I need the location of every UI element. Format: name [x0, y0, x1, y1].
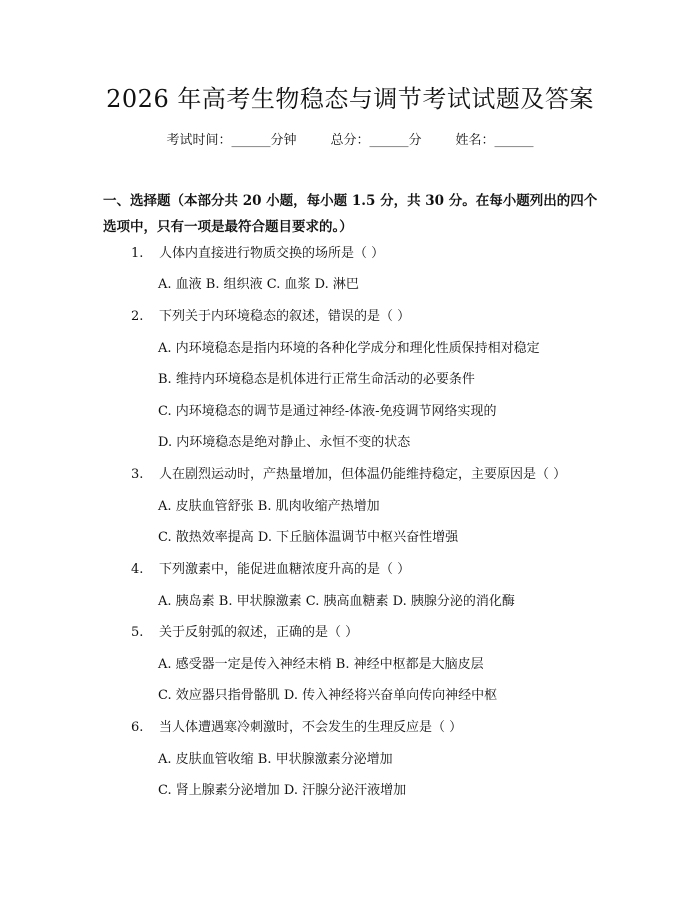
- question-number: 2.: [131, 309, 144, 324]
- question-4-options: A. 胰岛素 B. 甲状腺激素 C. 胰高血糖素 D. 胰腺分泌的消化酶: [158, 594, 515, 609]
- question-2-option-c: C. 内环境稳态的调节是通过神经-体液-免疫调节网络实现的: [158, 404, 497, 419]
- question-number: 5.: [131, 625, 144, 640]
- section-heading: 一、选择题（本部分共 20 小题，每小题 1.5 分，共 30 分。在每小题列出的四个选项中，只有一项是最符合题目要求的。）: [103, 193, 598, 235]
- question-number: 4.: [131, 562, 144, 577]
- page-title: 2026 年高考生物稳态与调节考试试题及答案: [106, 85, 594, 113]
- question-2: [131, 307, 410, 327]
- question-number: 1.: [131, 246, 144, 261]
- question-stem: 关于反射弧的叙述，正确的是（ ）: [159, 625, 359, 640]
- exam-name-field: 姓名：______: [455, 133, 534, 148]
- question-1-options: A. 血液 B. 组织液 C. 血浆 D. 淋巴: [158, 277, 359, 292]
- question-stem: 下列关于内环境稳态的叙述，错误的是（ ）: [159, 309, 411, 324]
- question-4: [131, 560, 410, 580]
- question-stem: 当人体遭遇寒冷刺激时，不会发生的生理反应是（ ）: [159, 720, 463, 735]
- question-6: [131, 718, 462, 738]
- question-6-options-ab: A. 皮肤血管收缩 B. 甲状腺激素分泌增加: [158, 752, 393, 767]
- question-5-options-cd: C. 效应器只指骨骼肌 D. 传入神经将兴奋单向传向神经中枢: [158, 688, 498, 703]
- exam-time: 考试时间：______分钟: [166, 133, 297, 148]
- question-2-option-a: A. 内环境稳态是指内环境的各种化学成分和理化性质保持相对稳定: [158, 341, 540, 356]
- question-stem: 人在剧烈运动时，产热量增加，但体温仍能维持稳定，主要原因是（ ）: [159, 467, 567, 482]
- question-number: 6.: [131, 720, 144, 735]
- question-5: [131, 623, 358, 643]
- question-stem: 人体内直接进行物质交换的场所是（ ）: [159, 246, 385, 261]
- question-2-option-b: B. 维持内环境稳态是机体进行正常生命活动的必要条件: [158, 372, 475, 387]
- question-stem: 下列激素中，能促进血糖浓度升高的是（ ）: [159, 562, 411, 577]
- question-5-options-ab: A. 感受器一定是传入神经末梢 B. 神经中枢都是大脑皮层: [158, 657, 484, 672]
- question-3-options-ab: A. 皮肤血管舒张 B. 肌肉收缩产热增加: [158, 499, 380, 514]
- question-3-options-cd: C. 散热效率提高 D. 下丘脑体温调节中枢兴奋性增强: [158, 530, 459, 545]
- question-number: 3.: [131, 467, 144, 482]
- exam-total-score: 总分：______分: [330, 133, 422, 148]
- question-1: [131, 244, 384, 264]
- exam-meta: [0, 131, 700, 151]
- question-2-option-d: D. 内环境稳态是绝对静止、永恒不变的状态: [158, 435, 411, 450]
- question-3: [131, 465, 566, 485]
- question-6-options-cd: C. 肾上腺素分泌增加 D. 汗腺分泌汗液增加: [158, 783, 407, 798]
